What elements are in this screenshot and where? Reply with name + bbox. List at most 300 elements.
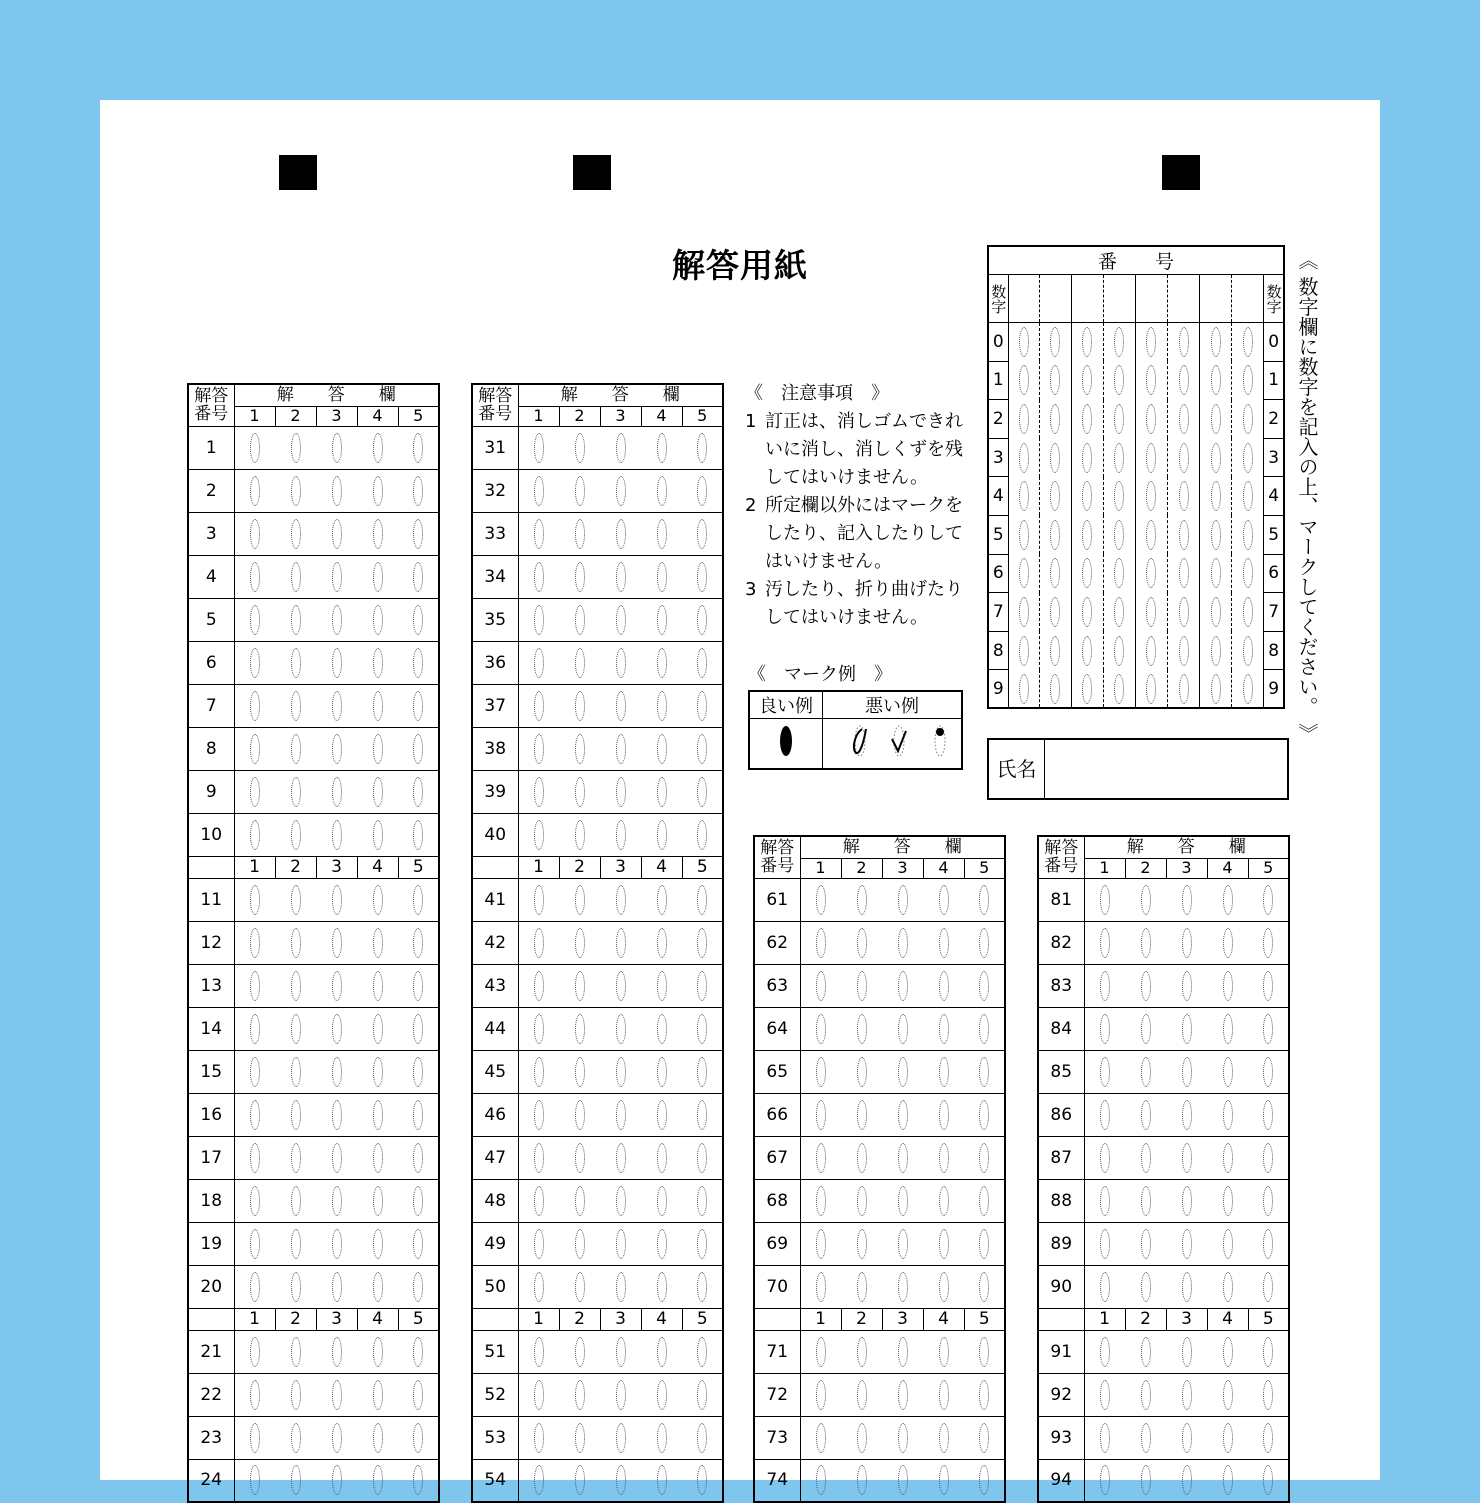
answer-bubble[interactable] [373,777,383,807]
answer-bubble[interactable] [697,928,707,958]
digit-bubble[interactable] [1050,597,1060,627]
answer-bubble[interactable] [534,1229,544,1259]
answer-bubble[interactable] [1223,1337,1233,1367]
answer-bubble[interactable] [575,691,585,721]
answer-bubble[interactable] [291,928,301,958]
digit-bubble[interactable] [1019,558,1029,588]
answer-bubble[interactable] [657,476,667,506]
answer-bubble[interactable] [373,734,383,764]
answer-bubble[interactable] [1182,971,1192,1001]
answer-bubble[interactable] [697,1229,707,1259]
answer-bubble[interactable] [413,1337,423,1367]
answer-bubble[interactable] [291,691,301,721]
digit-bubble[interactable] [1243,443,1253,473]
digit-bubble[interactable] [1019,327,1029,357]
answer-bubble[interactable] [697,1337,707,1367]
answer-bubble[interactable] [697,885,707,915]
answer-bubble[interactable] [979,1014,989,1044]
digit-bubble[interactable] [1179,520,1189,550]
answer-bubble[interactable] [575,1380,585,1410]
answer-bubble[interactable] [616,885,626,915]
answer-bubble[interactable] [1223,1272,1233,1302]
answer-bubble[interactable] [575,1186,585,1216]
answer-bubble[interactable] [697,691,707,721]
answer-bubble[interactable] [413,691,423,721]
answer-bubble[interactable] [1263,1057,1273,1087]
digit-bubble[interactable] [1146,443,1156,473]
answer-bubble[interactable] [1263,885,1273,915]
answer-bubble[interactable] [898,1057,908,1087]
answer-bubble[interactable] [332,519,342,549]
answer-bubble[interactable] [250,1380,260,1410]
answer-bubble[interactable] [332,691,342,721]
answer-bubble[interactable] [616,1186,626,1216]
answer-bubble[interactable] [575,605,585,635]
answer-bubble[interactable] [1182,1272,1192,1302]
answer-bubble[interactable] [534,1100,544,1130]
answer-bubble[interactable] [575,885,585,915]
answer-bubble[interactable] [857,1057,867,1087]
digit-bubble[interactable] [1114,558,1124,588]
digit-bubble[interactable] [1019,404,1029,434]
answer-bubble[interactable] [250,648,260,678]
answer-bubble[interactable] [250,691,260,721]
answer-bubble[interactable] [1141,1465,1151,1495]
answer-bubble[interactable] [898,885,908,915]
answer-bubble[interactable] [1263,1186,1273,1216]
answer-bubble[interactable] [616,1229,626,1259]
digit-bubble[interactable] [1082,365,1092,395]
answer-bubble[interactable] [534,971,544,1001]
answer-bubble[interactable] [291,1465,301,1495]
answer-bubble[interactable] [939,928,949,958]
answer-bubble[interactable] [291,1380,301,1410]
answer-bubble[interactable] [1100,1465,1110,1495]
answer-bubble[interactable] [816,1423,826,1453]
answer-bubble[interactable] [534,605,544,635]
digit-bubble[interactable] [1146,481,1156,511]
answer-bubble[interactable] [332,928,342,958]
answer-bubble[interactable] [332,1337,342,1367]
answer-bubble[interactable] [250,1057,260,1087]
answer-bubble[interactable] [898,971,908,1001]
answer-bubble[interactable] [575,1465,585,1495]
answer-bubble[interactable] [575,1337,585,1367]
answer-bubble[interactable] [332,562,342,592]
answer-bubble[interactable] [979,1380,989,1410]
answer-bubble[interactable] [616,1143,626,1173]
answer-bubble[interactable] [1100,1423,1110,1453]
answer-bubble[interactable] [939,1465,949,1495]
answer-bubble[interactable] [857,1143,867,1173]
answer-bubble[interactable] [250,519,260,549]
answer-bubble[interactable] [697,648,707,678]
answer-bubble[interactable] [697,1014,707,1044]
answer-bubble[interactable] [857,1186,867,1216]
answer-bubble[interactable] [657,562,667,592]
answer-bubble[interactable] [1141,1014,1151,1044]
answer-bubble[interactable] [1182,1337,1192,1367]
answer-bubble[interactable] [657,820,667,850]
answer-bubble[interactable] [1263,1465,1273,1495]
answer-bubble[interactable] [616,1100,626,1130]
answer-bubble[interactable] [332,1143,342,1173]
answer-bubble[interactable] [1182,1057,1192,1087]
answer-bubble[interactable] [898,1014,908,1044]
answer-bubble[interactable] [373,971,383,1001]
answer-bubble[interactable] [616,1014,626,1044]
answer-bubble[interactable] [1100,1057,1110,1087]
digit-bubble[interactable] [1082,327,1092,357]
answer-bubble[interactable] [291,820,301,850]
digit-bubble[interactable] [1211,327,1221,357]
digit-bubble[interactable] [1114,365,1124,395]
answer-bubble[interactable] [413,605,423,635]
answer-bubble[interactable] [697,734,707,764]
answer-bubble[interactable] [1100,1337,1110,1367]
answer-bubble[interactable] [939,1186,949,1216]
answer-bubble[interactable] [1223,1186,1233,1216]
answer-bubble[interactable] [575,519,585,549]
digit-bubble[interactable] [1243,365,1253,395]
answer-bubble[interactable] [413,885,423,915]
answer-bubble[interactable] [1223,1100,1233,1130]
answer-bubble[interactable] [979,1057,989,1087]
answer-bubble[interactable] [413,1272,423,1302]
digit-bubble[interactable] [1114,481,1124,511]
answer-bubble[interactable] [575,476,585,506]
answer-bubble[interactable] [1100,1229,1110,1259]
answer-bubble[interactable] [1141,928,1151,958]
answer-bubble[interactable] [616,648,626,678]
answer-bubble[interactable] [657,885,667,915]
digit-write-box[interactable] [1071,275,1103,323]
answer-bubble[interactable] [697,777,707,807]
answer-bubble[interactable] [250,885,260,915]
answer-bubble[interactable] [1223,928,1233,958]
answer-bubble[interactable] [250,734,260,764]
answer-bubble[interactable] [413,562,423,592]
digit-bubble[interactable] [1146,365,1156,395]
answer-bubble[interactable] [1141,1380,1151,1410]
answer-bubble[interactable] [1223,1423,1233,1453]
answer-bubble[interactable] [534,433,544,463]
answer-bubble[interactable] [1263,928,1273,958]
answer-bubble[interactable] [1141,1337,1151,1367]
answer-bubble[interactable] [616,605,626,635]
answer-bubble[interactable] [534,476,544,506]
digit-bubble[interactable] [1179,327,1189,357]
answer-bubble[interactable] [657,691,667,721]
answer-bubble[interactable] [1182,928,1192,958]
answer-bubble[interactable] [979,1186,989,1216]
answer-bubble[interactable] [575,971,585,1001]
answer-bubble[interactable] [816,971,826,1001]
answer-bubble[interactable] [857,1100,867,1130]
answer-bubble[interactable] [373,1380,383,1410]
answer-bubble[interactable] [657,1423,667,1453]
answer-bubble[interactable] [1182,1014,1192,1044]
answer-bubble[interactable] [373,605,383,635]
answer-bubble[interactable] [898,1272,908,1302]
digit-bubble[interactable] [1243,481,1253,511]
answer-bubble[interactable] [575,820,585,850]
digit-bubble[interactable] [1146,520,1156,550]
answer-bubble[interactable] [373,1337,383,1367]
answer-bubble[interactable] [332,1014,342,1044]
answer-bubble[interactable] [697,1380,707,1410]
answer-bubble[interactable] [857,1014,867,1044]
digit-bubble[interactable] [1019,597,1029,627]
answer-bubble[interactable] [413,1229,423,1259]
answer-bubble[interactable] [1141,1186,1151,1216]
answer-bubble[interactable] [1263,1100,1273,1130]
answer-bubble[interactable] [534,1465,544,1495]
answer-bubble[interactable] [939,1014,949,1044]
answer-bubble[interactable] [898,1380,908,1410]
answer-bubble[interactable] [332,1186,342,1216]
answer-bubble[interactable] [250,971,260,1001]
answer-bubble[interactable] [657,928,667,958]
answer-bubble[interactable] [250,1423,260,1453]
answer-bubble[interactable] [898,1465,908,1495]
answer-bubble[interactable] [250,820,260,850]
answer-bubble[interactable] [657,1014,667,1044]
digit-bubble[interactable] [1114,597,1124,627]
answer-bubble[interactable] [979,1229,989,1259]
answer-bubble[interactable] [616,476,626,506]
answer-bubble[interactable] [1100,971,1110,1001]
answer-bubble[interactable] [534,1014,544,1044]
answer-bubble[interactable] [1141,1100,1151,1130]
digit-write-box[interactable] [1232,275,1264,323]
answer-bubble[interactable] [697,971,707,1001]
answer-bubble[interactable] [373,691,383,721]
digit-bubble[interactable] [1082,520,1092,550]
digit-bubble[interactable] [1019,520,1029,550]
digit-bubble[interactable] [1211,520,1221,550]
digit-bubble[interactable] [1179,636,1189,666]
answer-bubble[interactable] [898,1100,908,1130]
digit-bubble[interactable] [1146,636,1156,666]
answer-bubble[interactable] [250,1100,260,1130]
answer-bubble[interactable] [1223,971,1233,1001]
digit-bubble[interactable] [1243,636,1253,666]
answer-bubble[interactable] [534,1272,544,1302]
answer-bubble[interactable] [413,1100,423,1130]
answer-bubble[interactable] [1141,971,1151,1001]
answer-bubble[interactable] [534,928,544,958]
answer-bubble[interactable] [657,1380,667,1410]
answer-bubble[interactable] [857,1272,867,1302]
answer-bubble[interactable] [816,885,826,915]
answer-bubble[interactable] [616,820,626,850]
answer-bubble[interactable] [332,648,342,678]
answer-bubble[interactable] [657,777,667,807]
digit-bubble[interactable] [1050,558,1060,588]
digit-bubble[interactable] [1146,558,1156,588]
digit-bubble[interactable] [1146,674,1156,704]
answer-bubble[interactable] [616,519,626,549]
answer-bubble[interactable] [291,1143,301,1173]
answer-bubble[interactable] [373,1014,383,1044]
answer-bubble[interactable] [575,433,585,463]
answer-bubble[interactable] [291,1014,301,1044]
answer-bubble[interactable] [1223,1380,1233,1410]
digit-bubble[interactable] [1082,443,1092,473]
answer-bubble[interactable] [857,1337,867,1367]
answer-bubble[interactable] [534,777,544,807]
answer-bubble[interactable] [332,605,342,635]
digit-bubble[interactable] [1211,404,1221,434]
answer-bubble[interactable] [857,1465,867,1495]
answer-bubble[interactable] [413,1465,423,1495]
digit-bubble[interactable] [1211,597,1221,627]
answer-bubble[interactable] [291,1272,301,1302]
answer-bubble[interactable] [534,562,544,592]
answer-bubble[interactable] [373,1272,383,1302]
answer-bubble[interactable] [250,1337,260,1367]
answer-bubble[interactable] [816,1014,826,1044]
answer-bubble[interactable] [373,1423,383,1453]
digit-bubble[interactable] [1211,443,1221,473]
answer-bubble[interactable] [1141,1057,1151,1087]
answer-bubble[interactable] [575,928,585,958]
answer-bubble[interactable] [373,928,383,958]
answer-bubble[interactable] [1263,1380,1273,1410]
answer-bubble[interactable] [332,1380,342,1410]
answer-bubble[interactable] [657,1100,667,1130]
digit-bubble[interactable] [1179,558,1189,588]
answer-bubble[interactable] [373,1143,383,1173]
answer-bubble[interactable] [816,1100,826,1130]
answer-bubble[interactable] [657,1186,667,1216]
answer-bubble[interactable] [332,1423,342,1453]
digit-write-box[interactable] [1008,275,1039,323]
answer-bubble[interactable] [1182,1143,1192,1173]
answer-bubble[interactable] [291,1100,301,1130]
answer-bubble[interactable] [373,1057,383,1087]
answer-bubble[interactable] [979,1337,989,1367]
answer-bubble[interactable] [898,1186,908,1216]
digit-bubble[interactable] [1082,558,1092,588]
answer-bubble[interactable] [534,648,544,678]
answer-bubble[interactable] [939,885,949,915]
answer-bubble[interactable] [1100,1143,1110,1173]
answer-bubble[interactable] [1223,1014,1233,1044]
digit-bubble[interactable] [1019,636,1029,666]
answer-bubble[interactable] [332,476,342,506]
answer-bubble[interactable] [373,433,383,463]
answer-bubble[interactable] [657,519,667,549]
digit-bubble[interactable] [1050,636,1060,666]
digit-bubble[interactable] [1082,597,1092,627]
answer-bubble[interactable] [332,777,342,807]
answer-bubble[interactable] [1100,1014,1110,1044]
digit-write-box[interactable] [1168,275,1200,323]
answer-bubble[interactable] [657,1465,667,1495]
answer-bubble[interactable] [332,433,342,463]
answer-bubble[interactable] [898,928,908,958]
answer-bubble[interactable] [898,1423,908,1453]
digit-bubble[interactable] [1243,558,1253,588]
answer-bubble[interactable] [250,1272,260,1302]
answer-bubble[interactable] [1100,885,1110,915]
digit-bubble[interactable] [1114,636,1124,666]
answer-bubble[interactable] [250,433,260,463]
answer-bubble[interactable] [1223,1143,1233,1173]
answer-bubble[interactable] [534,885,544,915]
answer-bubble[interactable] [534,1057,544,1087]
answer-bubble[interactable] [616,734,626,764]
answer-bubble[interactable] [1141,1423,1151,1453]
digit-bubble[interactable] [1179,674,1189,704]
answer-bubble[interactable] [534,820,544,850]
digit-bubble[interactable] [1146,404,1156,434]
answer-bubble[interactable] [1263,971,1273,1001]
digit-bubble[interactable] [1211,636,1221,666]
answer-bubble[interactable] [816,1057,826,1087]
digit-bubble[interactable] [1179,597,1189,627]
answer-bubble[interactable] [657,648,667,678]
digit-bubble[interactable] [1243,404,1253,434]
answer-bubble[interactable] [979,928,989,958]
answer-bubble[interactable] [413,820,423,850]
digit-bubble[interactable] [1050,481,1060,511]
answer-bubble[interactable] [816,1337,826,1367]
answer-bubble[interactable] [657,433,667,463]
answer-bubble[interactable] [373,1100,383,1130]
answer-bubble[interactable] [616,777,626,807]
answer-bubble[interactable] [250,1143,260,1173]
answer-bubble[interactable] [413,1423,423,1453]
answer-bubble[interactable] [1182,1100,1192,1130]
answer-bubble[interactable] [534,1186,544,1216]
answer-bubble[interactable] [979,1465,989,1495]
digit-bubble[interactable] [1146,597,1156,627]
answer-bubble[interactable] [939,971,949,1001]
answer-bubble[interactable] [657,1229,667,1259]
digit-write-box[interactable] [1135,275,1167,323]
answer-bubble[interactable] [291,1057,301,1087]
answer-bubble[interactable] [816,1465,826,1495]
answer-bubble[interactable] [697,1100,707,1130]
answer-bubble[interactable] [534,1143,544,1173]
answer-bubble[interactable] [291,433,301,463]
answer-bubble[interactable] [373,1465,383,1495]
digit-bubble[interactable] [1050,365,1060,395]
answer-bubble[interactable] [616,1337,626,1367]
answer-bubble[interactable] [291,1337,301,1367]
answer-bubble[interactable] [534,1337,544,1367]
answer-bubble[interactable] [291,971,301,1001]
answer-bubble[interactable] [534,1423,544,1453]
digit-bubble[interactable] [1114,674,1124,704]
answer-bubble[interactable] [616,691,626,721]
digit-bubble[interactable] [1082,674,1092,704]
answer-bubble[interactable] [575,1229,585,1259]
answer-bubble[interactable] [1263,1229,1273,1259]
digit-bubble[interactable] [1050,520,1060,550]
answer-bubble[interactable] [413,734,423,764]
digit-bubble[interactable] [1114,443,1124,473]
answer-bubble[interactable] [291,1229,301,1259]
answer-bubble[interactable] [1263,1337,1273,1367]
answer-bubble[interactable] [250,476,260,506]
answer-bubble[interactable] [413,648,423,678]
answer-bubble[interactable] [657,1337,667,1367]
digit-bubble[interactable] [1019,481,1029,511]
